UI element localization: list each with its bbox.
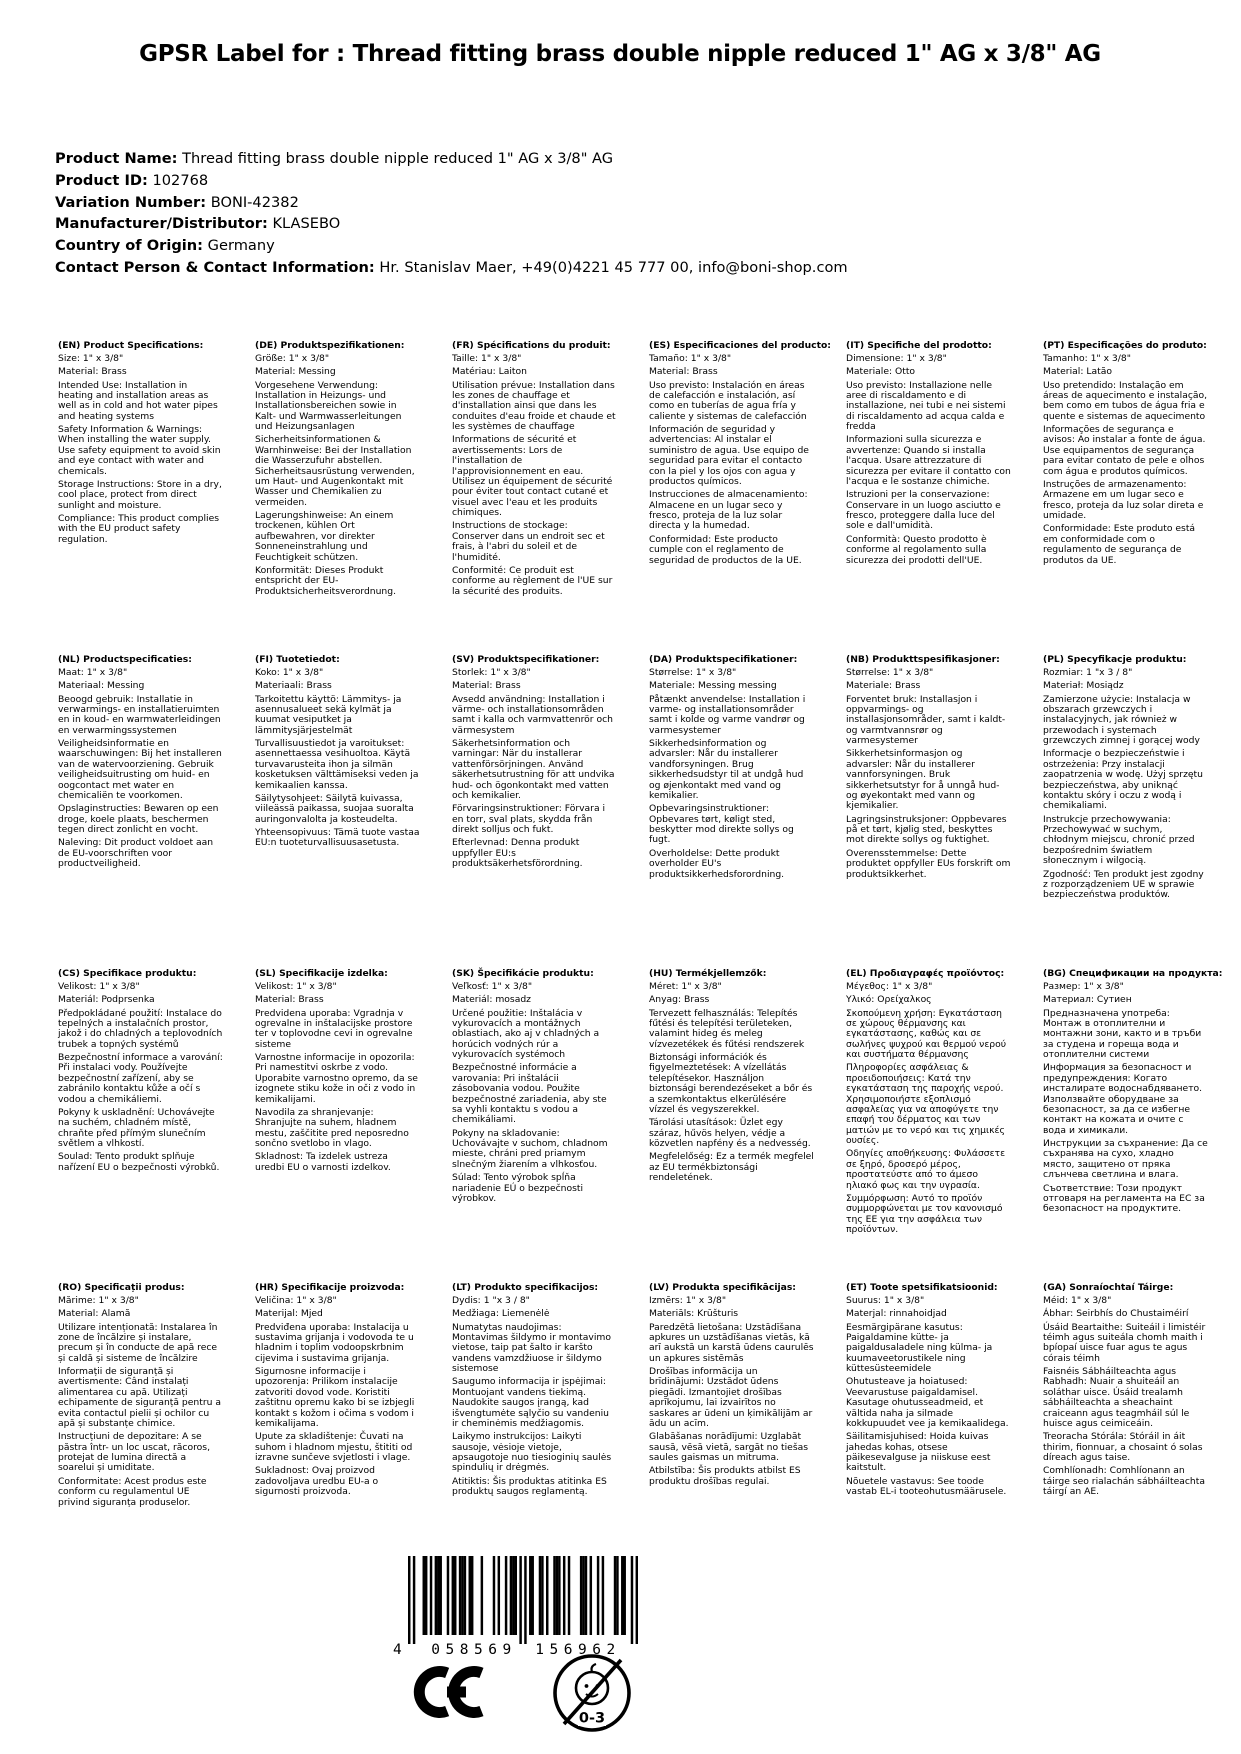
spec-line: Съответствие: Този продукт отговаря на регламента на ЕС за безопасност на продуктите.: [1043, 1182, 1205, 1215]
spec-line: Материал: Сутиен: [1043, 994, 1132, 1006]
spec-line: Velikost: 1" x 3/8": [58, 981, 140, 993]
spec-line: Instructions de stockage: Conserver dans un endroit sec et frais, à l'abri du soleil et de l'humidité.: [452, 520, 605, 563]
spec-line: Navodila za shranjevanje: Shranjujte na suhem, hladnem mestu, zaščitite pred neposredno sončno svetlobo in vlago.: [255, 1106, 409, 1150]
spec-line: Instrucciones de almacenamiento: Almacene en un lugar seco y fresco, proteja de la luz solar directa y la humedad.: [649, 489, 808, 532]
spec-line: Instruções de armazenamento: Armazene em um lugar seco e fresco, proteja da luz solar direta e umidade.: [1043, 478, 1204, 522]
spec-line: Conformidad: Este producto cumple con el reglamento de seguridad de productos de la UE.: [649, 533, 802, 566]
language-spec-block: [846, 655, 1011, 969]
spec-line: Rozmiar: 1 "x 3 / 8": [1043, 667, 1133, 679]
spec-line: Информация за безопасност и предупреждения: Когато инсталирате водоснабдяването. Използвайте оборудване за безопасност, за да се избегне контакт на кожата и очите с вода и химикали.: [1043, 1062, 1203, 1136]
spec-line: Säilitamisjuhised: Hoida kuivas jahedas kohas, otsese päikesevalguse ja niiskuse eest kaitstult.: [846, 1431, 991, 1474]
spec-line: Comhlíonadh: Comhlíonann an táirge seo rialachán sábháilteachta táirgí an AE.: [1043, 1465, 1205, 1498]
language-spec-block: [255, 1283, 420, 1597]
barcode-digit-lead: 4: [393, 1642, 402, 1658]
spec-line: Velikost: 1" x 3/8": [255, 981, 337, 993]
product-info-row: [55, 170, 848, 192]
spec-line: Medžiaga: Liemenėlė: [452, 1308, 550, 1320]
spec-line: Size: 1" x 3/8": [58, 353, 124, 365]
spec-line: Saugumo informacija ir įspėjimai: Montuojant vandens tiekimą. Naudokite saugos įrangą, kad išvengtumėte sąlyčio su vandeniu ir cheminėmis medžiagomis.: [452, 1376, 609, 1430]
language-spec-block: [649, 1283, 814, 1597]
spec-line: Materiaal: Messing: [58, 680, 145, 692]
spec-line: Intended Use: Installation in heating and installation areas as well as in cold and hot water pipes and heating systems: [58, 379, 218, 422]
spec-line: Tamanho: 1" x 3/8": [1043, 353, 1131, 365]
spec-heading: (ET) Toote spetsifikatsioonid:: [846, 1282, 998, 1293]
spec-line: Säilytysohjeet: Säilytä kuivassa, viileässä paikassa, suojaa suoralta auringonvalolta ja kosteudelta.: [255, 792, 414, 825]
spec-heading: (SL) Specifikacije izdelka:: [255, 968, 388, 979]
spec-line: Förvaringsinstruktioner: Förvara i en torr, sval plats, skydda från direkt solljus och fukt.: [452, 803, 606, 836]
spec-line: Πληροφορίες ασφάλειας & προειδοποιήσεις: Κατά την εγκατάσταση της παροχής νερού. Χρησιμοποιήστε εξοπλισμό ασφαλείας για να αποφύγετε την επαφή του δέρματος και των ματιών με το νερό και τις χημικές ουσίες.: [846, 1062, 1005, 1147]
spec-line: Μέγεθος: 1" x 3/8": [846, 981, 933, 993]
spec-line: Méret: 1" x 3/8": [649, 981, 722, 993]
spec-line: Maat: 1" x 3/8": [58, 667, 128, 679]
language-spec-block: [255, 341, 420, 655]
spec-line: Informations de sécurité et avertissements: Lors de l'installation de l'approvisionnement en eau. Utilisez un équipement de sécurité pour éviter tout contact cutané et visuel avec l'eau et les produits chimiques.: [452, 434, 613, 519]
language-spec-block: [58, 341, 223, 655]
spec-line: Utilisation prévue: Installation dans les zones de chauffage et d'installation ainsi que dans les conduites d'eau froide et chaude et les systèmes de chauffage: [452, 379, 616, 433]
age-restriction-label: 0-3: [578, 1710, 606, 1727]
spec-line: Laikymo instrukcijos: Laikyti sausoje, vėsioje vietoje, apsaugotoje nuo tiesioginių saulės spindulių ir drėgmės.: [452, 1431, 612, 1474]
spec-line: Dimensione: 1" x 3/8": [846, 353, 947, 365]
spec-heading: (FI) Tuotetiedot:: [255, 654, 340, 665]
spec-line: Påtænkt anvendelse: Installation i varme- og installationsområder samt i kolde og varme vandrør og varmesystemer: [649, 693, 806, 736]
language-spec-block: [1043, 1283, 1208, 1597]
product-info-label: Contact Person & Contact Information:: [55, 258, 375, 276]
spec-line: Размер: 1" x 3/8": [1043, 981, 1124, 993]
spec-line: Skladnost: Ta izdelek ustreza uredbi EU o varnosti izdelkov.: [255, 1151, 391, 1173]
spec-line: Предназначена употреба: Монтаж в отоплителни и монтажни зони, както и в тръби за студена и гореща вода и отоплителни системи: [1043, 1007, 1202, 1061]
spec-line: Mărime: 1" x 3/8": [58, 1295, 139, 1307]
spec-heading: (PL) Specyfikacje produktu:: [1043, 654, 1187, 665]
spec-line: Předpokládané použití: Instalace do tepelných a instalačních prostor, jakož i do chladných a teplovodních trubek a topných systémů: [58, 1007, 223, 1050]
product-info-label: Variation Number:: [55, 193, 207, 211]
spec-line: Materiał: Mosiądz: [1043, 680, 1124, 692]
product-info-value: KLASEBO: [272, 215, 341, 233]
spec-line: Dydis: 1 "x 3 / 8": [452, 1295, 530, 1307]
spec-line: Größe: 1" x 3/8": [255, 353, 330, 365]
spec-line: Varnostne informacije in opozorila: Pri namestitvi oskrbe z vodo. Uporabite varnostno opremo, da se izognete stiku kože in oči z vodo in kemikalijami.: [255, 1052, 418, 1105]
product-info-label: Product Name:: [55, 150, 178, 167]
spec-line: Uso pretendido: Instalação em áreas de aquecimento e instalação, bem como em tubos de água fria e quente e sistemas de aquecimento: [1043, 379, 1208, 422]
spec-heading: (NB) Produkttspesifikasjoner:: [846, 654, 1000, 665]
spec-line: Instrukcje przechowywania: Przechowywać w suchym, chłodnym miejscu, chronić przed bezpośrednim światłem słonecznym i wilgocią.: [1043, 813, 1195, 867]
language-spec-block: [649, 655, 814, 969]
spec-line: Informações de segurança e avisos: Ao instalar a fonte de água. Use equipamentos de segurança para evitar contato de pele e olhos com água e produtos químicos.: [1043, 424, 1206, 477]
spec-line: Lagringsinstruksjoner: Oppbevares på et tørt, kjølig sted, beskyttes mot direkte sollys og fuktighet.: [846, 813, 1007, 846]
spec-line: Drošības informācija un brīdinājumi: Uzstādot ūdens piegādi. Izmantojiet drošības aprīkojumu, lai izvairītos no saskares ar ūdeni un ķimikālijām ar ādu un acīm.: [649, 1366, 813, 1430]
product-info-label: Product ID:: [55, 171, 148, 189]
language-spec-block: [1043, 968, 1223, 1283]
spec-line: Material: Brass: [58, 366, 127, 378]
page-title: GPSR Label for : Thread fitting brass double nipple reduced 1" AG x 3/8" AG: [139, 41, 1101, 67]
product-info-row: [55, 192, 848, 214]
spec-heading: (NL) Productspecificaties:: [58, 654, 192, 665]
spec-line: Tarkoitettu käyttö: Lämmitys- ja asennusalueet sekä kylmät ja kuumat vesiputket ja lämmitysjärjestelmät: [255, 693, 402, 736]
spec-line: Material: Brass: [452, 680, 521, 692]
spec-heading: (FR) Spécifications du produit:: [452, 340, 611, 351]
barcode-bars-icon: [408, 1556, 638, 1644]
spec-line: Sikkerhedsinformation og advarsler: Når du installerer vandforsyningen. Brug sikkerhedsudstyr til at undgå hud og øjenkontakt med vand og kemikalier.: [649, 738, 804, 802]
spec-line: Conformità: Questo prodotto è conforme al regolamento sulla sicurezza dei prodotti dell'UE.: [846, 533, 987, 566]
language-spec-block: [649, 969, 814, 1283]
spec-line: Conformitate: Acest produs este conform cu regulamentul UE privind siguranța produselor.: [58, 1475, 207, 1508]
spec-line: Størrelse: 1" x 3/8": [649, 667, 737, 679]
spec-line: Nõuetele vastavus: See toode vastab EL-i tooteohutusmäärusele.: [846, 1475, 1007, 1498]
spec-heading: (SV) Produktspecifikationer:: [452, 654, 600, 665]
spec-line: Sikkerhetsinformasjon og advarsler: Når du installerer vannforsyningen. Bruk sikkerhetsutstyr for å unngå hud- og øyekontakt med vann og kjemikalier.: [846, 748, 1000, 812]
spec-heading: (LT) Produkto specifikacijos:: [452, 1282, 599, 1293]
language-spec-block: [58, 969, 223, 1283]
language-spec-block: [452, 969, 617, 1283]
spec-line: Sukladnost: Ovaj proizvod zadovoljava uredbu EU-a o sigurnosti proizvoda.: [255, 1465, 379, 1498]
spec-line: Συμμόρφωση: Αυτό το προϊόν συμμορφώνεται με τον κανονισμό της ΕΕ για την ασφάλεια των προϊόντων.: [846, 1192, 1003, 1236]
spec-line: Materiale: Brass: [846, 680, 921, 692]
language-specs-grid: [58, 340, 1223, 1597]
spec-line: Upute za skladištenje: Čuvati na suhom i hladnom mjestu, štititi od izravne sunčeve svjetlosti i vlage.: [255, 1431, 413, 1464]
spec-line: Istruzioni per la conservazione: Conservare in un luogo asciutto e fresco, proteggere dalla luce del sole e dall'umidità.: [846, 489, 1001, 532]
spec-line: Οδηγίες αποθήκευσης: Φυλάσσετε σε ξηρό, δροσερό μέρος, προστατεύστε από το άμεσο ηλιακό φως και την υγρασία.: [846, 1148, 1006, 1191]
spec-line: Informazioni sulla sicurezza e avvertenze: Quando si installa l'acqua. Usare attrezzature di sicurezza per evitare il contatto con l'acqua e le sostanze chimiche.: [846, 434, 1011, 488]
spec-heading: (RO) Specificații produs:: [58, 1282, 185, 1293]
spec-line: Numatytas naudojimas: Montavimas šildymo ir montavimo vietose, taip pat šalto ir karšto vandens vamzdžiuose ir šildymo sistemose: [452, 1321, 611, 1375]
language-spec-block: [1043, 341, 1208, 655]
spec-line: Ábhar: Seirbhís do Chustaiméirí: [1043, 1308, 1189, 1320]
spec-line: Megfelelőség: Ez a termék megfelel az EU termékbiztonsági rendeletének.: [649, 1151, 814, 1184]
spec-line: Υλικό: Ορείχαλκος: [846, 994, 932, 1006]
spec-line: Turvallisuustiedot ja varoitukset: asennettaessa vesihuoltoa. Käytä turvavarusteita ihon ja silmän kosketuksen välttämiseksi veden ja kemikaalien kanssa.: [255, 738, 419, 791]
spec-line: Zgodność: Ten produkt jest zgodny z rozporządzeniem UE w sprawie bezpieczeństwa produktów.: [1043, 868, 1204, 901]
spec-line: Soulad: Tento produkt splňuje nařízení EU o bezpečnosti výrobků.: [58, 1151, 220, 1173]
language-spec-block: [255, 655, 420, 969]
spec-line: Bezpečnostní informace a varování: Při instalaci vody. Používejte bezpečnostní zařízení, aby se zabránilo kontaktu kůže a očí s vodou a chemikáliemi.: [58, 1052, 223, 1105]
language-spec-block: [1043, 655, 1208, 969]
spec-line: Material: Messing: [255, 366, 336, 378]
spec-heading: (DA) Produktspecifikationer:: [649, 654, 798, 665]
spec-line: Tárolási utasítások: Üzlet egy száraz, hűvös helyen, védje a közvetlen napfény és a nedvesség.: [649, 1117, 811, 1150]
spec-line: Materiál: Podprsenka: [58, 994, 155, 1006]
spec-line: Méid: 1" x 3/8": [1043, 1295, 1112, 1307]
language-spec-block: [452, 655, 617, 969]
ean-barcode: [393, 1556, 638, 1658]
spec-line: Avsedd användning: Installation i värme- och installationsområden samt i kalla och varmvattenrör och värmesystem: [452, 693, 613, 736]
spec-line: Overholdelse: Dette produkt overholder EU's produktsikkerhedsforordning.: [649, 847, 785, 880]
spec-line: Ohutusteave ja hoiatused: Veevarustuse paigaldamisel. Kasutage ohutusseadmeid, et vältida naha ja silmade kokkupuudet vee ja kemikaalidega.: [846, 1376, 1009, 1430]
language-spec-block: [452, 341, 617, 655]
spec-heading: (IT) Specifiche del prodotto:: [846, 340, 992, 351]
product-info-row: [55, 257, 848, 279]
spec-line: Tervezett felhasználás: Telepítés fűtési és telepítési területeken, valamint hideg és meleg vízvezetékek és fűtési rendszerek: [649, 1007, 805, 1050]
language-spec-block: [58, 1283, 223, 1597]
spec-line: Størrelse: 1" x 3/8": [846, 667, 934, 679]
spec-line: Biztonsági információk és figyelmeztetések: A vízellátás telepítésekor. Használjon biztonsági berendezéseket a bőr és a szemkontaktus elkerülésére vízzel és vegyszerekkel.: [649, 1052, 813, 1116]
product-info-label: Country of Origin:: [55, 237, 204, 255]
spec-heading: (EN) Product Specifications:: [58, 340, 204, 351]
spec-line: Utilizare intenționată: Instalarea în zone de încălzire și instalare, precum și în conducte de apă rece și caldă și sisteme de încălzire: [58, 1321, 218, 1364]
spec-line: Koko: 1" x 3/8": [255, 667, 324, 679]
spec-line: Forventet bruk: Installasjon i oppvarmings- og installasjonsområder, samt i kaldt- og varmtvannsrør og varmesystemer: [846, 693, 1006, 747]
spec-line: Materiale: Otto: [846, 366, 916, 378]
spec-line: Zamierzone użycie: Instalacja w obszarach grzewczych i instalacyjnych, jak również w przewodach i systemach grzewczych zimnej i gorącej wody: [1043, 693, 1200, 747]
spec-line: Overensstemmelse: Dette produktet oppfyller EUs forskrift om produktsikkerhet.: [846, 847, 1011, 880]
spec-line: Úsáid Beartaithe: Suiteáil i limistéir téimh agus suiteála chomh maith i bpíopaí uisce fuar agus te agus córais téimh: [1043, 1321, 1206, 1364]
spec-line: Taille: 1" x 3/8": [452, 353, 522, 365]
spec-line: Uso previsto: Installazione nelle aree di riscaldamento e di installazione, nei tubi e nei sistemi di riscaldamento ad acqua calda e fredda: [846, 379, 1006, 433]
spec-line: Atbilstība: Šis produkts atbilst ES produktu drošības regulai.: [649, 1465, 801, 1487]
spec-heading: (LV) Produkta specifikācijas:: [649, 1282, 796, 1293]
spec-line: Faisnéis Sábháilteachta agus Rabhadh: Nuair a shuiteáil an soláthar uisce. Úsáid trealamh sábháilteachta a sheachaint craiceann agus teagmháil súl le huisce agus ceimiceáin.: [1043, 1366, 1190, 1430]
spec-line: Izmērs: 1" x 3/8": [649, 1295, 727, 1307]
spec-line: Informații de siguranță și avertismente: Când instalați alimentarea cu apă. Utilizați echipamente de siguranță pentru a evita contactul pielii și ochilor cu apă și substanțe chimice.: [58, 1366, 221, 1430]
barcode-digits-right: 156962: [535, 1642, 621, 1658]
spec-line: Sigurnosne informacije i upozorenja: Prilikom instalacije zatvoriti dovod vode. Koristiti zaštitnu opremu kako bi se izbjegli kontakt s kožom i očima s vodom i kemikalijama.: [255, 1366, 415, 1430]
spec-line: Storage Instructions: Store in a dry, cool place, protect from direct sunlight and moisture.: [58, 478, 222, 511]
spec-heading: (DE) Produktspezifikationen:: [255, 340, 405, 351]
barcode-digits-left: 058569: [431, 1642, 517, 1658]
age-restriction-icon: [550, 1648, 634, 1746]
spec-line: Suurus: 1" x 3/8": [846, 1295, 925, 1307]
spec-heading: (GA) Sonraíochtaí Táirge:: [1043, 1282, 1174, 1293]
spec-line: Naleving: Dit product voldoet aan de EU-voorschriften voor productveiligheid.: [58, 837, 214, 870]
ce-mark-icon: [409, 1663, 485, 1725]
spec-line: Material: Brass: [255, 994, 324, 1006]
spec-line: Pokyny na skladovanie: Uchovávajte v suchom, chladnom mieste, chráni pred priamym slnečným žiarením a vlhkosťou.: [452, 1127, 608, 1170]
spec-line: Instrucțiuni de depozitare: A se păstra într- un loc uscat, răcoros, protejat de lumina directă a soarelui și umiditate.: [58, 1431, 211, 1474]
language-spec-block: [846, 341, 1011, 655]
spec-line: Bezpečnostné informácie a varovania: Pri inštalácii zásobovania vodou. Použite bezpečnostné zariadenia, aby ste sa vyhli kontaktu s vodou a chemikáliami.: [452, 1062, 607, 1126]
language-spec-block: [255, 969, 420, 1283]
spec-line: Säkerhetsinformation och varningar: När du installerar vattenförsörjningen. Använd säkerhetsutrustning för att undvika hud- och ögonkontakt med vatten och kemikalier.: [452, 738, 615, 802]
product-info-value: Germany: [207, 237, 275, 255]
product-info-label: Manufacturer/Distributor:: [55, 215, 268, 233]
spec-line: Materiaali: Brass: [255, 680, 332, 692]
spec-heading: (HU) Termékjellemzők:: [649, 968, 767, 979]
spec-heading: (EL) Προδιαγραφές προϊόντος:: [846, 968, 1005, 979]
spec-line: Yhteensopivuus: Tämä tuote vastaa EU:n tuoteturvallisuusasetusta.: [255, 826, 420, 849]
language-spec-block: [846, 969, 1011, 1283]
spec-line: Veiligheidsinformatie en waarschuwingen: Bij het installeren van de watervoorziening. Gebruik veiligheidsuitrusting om huid- en oogcontact met water en chemicaliën te voorkomen.: [58, 738, 222, 802]
spec-line: Инструкции за съхранение: Да се съхранява на сухо, хладно място, защитено от пряка слънчева светлина и влага.: [1043, 1138, 1208, 1181]
spec-heading: (PT) Especificações do produto:: [1043, 340, 1207, 351]
spec-heading: (CS) Specifikace produktu:: [58, 968, 197, 979]
spec-line: Glabāšanas norādījumi: Uzglabāt sausā, vēsā vietā, sargāt no tiešas saules gaismas un mitruma.: [649, 1431, 809, 1464]
language-spec-block: [58, 655, 223, 969]
spec-line: Atitiktis: Šis produktas atitinka ES produktų saugos reglamentą.: [452, 1475, 607, 1498]
spec-line: Opslaginstructies: Bewaren op een droge, koele plaats, beschermen tegen direct zonlicht en vocht.: [58, 803, 219, 836]
spec-heading: (BG) Спецификации на продукта:: [1043, 968, 1223, 979]
spec-line: Určené použitie: Inštalácia v vykurovacích a montážnych oblastiach, ako aj v chladných a horúcich vodných rúr a vykurovacích systémoch: [452, 1007, 600, 1061]
spec-line: Conformité: Ce produit est conforme au règlement de l'UE sur la sécurité des produits.: [452, 564, 613, 597]
language-spec-block: [452, 1283, 617, 1597]
spec-line: Anyag: Brass: [649, 994, 710, 1006]
spec-line: Opbevaringsinstruktioner: Opbevares tørt, køligt sted, beskytter mod direkte sollys og fugt.: [649, 803, 794, 846]
spec-line: Paredzētā lietošana: Uzstādīšana apkures un uzstādīšanas vietās, kā arī aukstā un karstā ūdens caurulēs un apkures sistēmās: [649, 1321, 814, 1364]
product-info-value: Hr. Stanislav Maer, +49(0)4221 45 777 00, info@boni-shop.com: [379, 258, 848, 276]
spec-line: Veľkosť: 1" x 3/8": [452, 981, 533, 993]
spec-line: Storlek: 1" x 3/8": [452, 667, 531, 679]
spec-line: Beoogd gebruik: Installatie in verwarmings- en installatieruimten en in koud- en warmwaterleidingen en verwarmingssystemen: [58, 693, 221, 736]
spec-line: Eesmärgipärane kasutus: Paigaldamine kütte- ja paigaldusaladele ning külma- ja kuumaveetorustikele ning küttesüsteemidele: [846, 1321, 993, 1375]
spec-line: Uso previsto: Instalación en áreas de calefacción e instalación, así como en tuberías de agua fría y caliente y sistemas de calefacción: [649, 379, 807, 422]
spec-line: Matériau: Laiton: [452, 366, 527, 378]
spec-line: Vorgesehene Verwendung: Installation in Heizungs- und Installationsbereichen sowie in Kalt- und Warmwasserleitungen und Heizungsanlagen: [255, 379, 402, 433]
spec-line: Materijal: Mjed: [255, 1308, 323, 1320]
spec-line: Material: Brass: [649, 366, 718, 378]
spec-line: Material: Alamă: [58, 1308, 131, 1320]
spec-line: Veličina: 1" x 3/8": [255, 1295, 337, 1307]
product-info-value: Thread fitting brass double nipple reduced 1" AG x 3/8" AG: [182, 150, 614, 167]
spec-line: Konformität: Dieses Produkt entspricht der EU-Produktsicherheitsverordnung.: [255, 564, 397, 597]
spec-heading: (ES) Especificaciones del producto:: [649, 340, 831, 351]
spec-line: Sicherheitsinformationen & Warnhinweise: Bei der Installation die Wasserzufuhr abstellen. Sicherheitsausrüstung verwenden, um Haut- und Augenkontakt mit Wasser und Chemikalien zu vermeiden.: [255, 434, 415, 508]
spec-line: Predviđena uporaba: Instalacija u sustavima grijanja i vodovoda te u hladnim i toplim vodoopskrbnim cijevima i sustavima grijanja.: [255, 1321, 414, 1364]
spec-line: Materiāls: Krūšturis: [649, 1308, 739, 1320]
product-info-block: [55, 148, 848, 279]
spec-line: Safety Information & Warnings: When installing the water supply. Use safety equipment to avoid skin and eye contact with water and chemicals.: [58, 424, 221, 477]
spec-line: Treoracha Stórála: Stóráil in áit thirim, fionnuar, a chosaint ó solas díreach agus taise.: [1043, 1431, 1203, 1464]
spec-line: Predvidena uporaba: Vgradnja v ogrevalne in inštalacijske prostore ter v toplovodne cevi in ogrevalne sisteme: [255, 1007, 413, 1050]
spec-heading: (HR) Specifikacije proizvoda:: [255, 1282, 405, 1293]
spec-line: Materiál: mosadz: [452, 994, 531, 1006]
spec-line: Súlad: Tento výrobok spĺňa nariadenie EÚ o bezpečnosti výrobkov.: [452, 1172, 584, 1204]
language-spec-block: [649, 340, 831, 655]
product-info-row: [55, 213, 848, 235]
spec-line: Efterlevnad: Denna produkt uppfyller EU:s produktsäkerhetsförordning.: [452, 837, 583, 870]
language-spec-block: [846, 1283, 1011, 1597]
product-info-value: BONI-42382: [210, 193, 299, 211]
spec-line: Pokyny k uskladnění: Uchovávejte na suchém, chladném místě, chraňte před přímým slunečním světlem a vlhkostí.: [58, 1106, 215, 1150]
spec-heading: (SK) Špecifikácie produktu:: [452, 968, 594, 979]
spec-line: Materjal: rinnahoidjad: [846, 1308, 947, 1320]
spec-line: Tamaño: 1" x 3/8": [649, 353, 732, 365]
spec-line: Conformidade: Este produto está em conformidade com o regulamento de segurança de produtos da UE.: [1043, 523, 1196, 566]
product-info-row: [55, 148, 848, 170]
product-info-value: 102768: [152, 171, 209, 189]
spec-line: Lagerungshinweise: An einem trockenen, kühlen Ort aufbewahren, vor direkter Sonneneinstrahlung und Feuchtigkeit schützen.: [255, 510, 394, 563]
spec-line: Material: Latão: [1043, 366, 1112, 378]
spec-line: Informacje o bezpieczeństwie i ostrzeżenia: Przy instalacji zaopatrzenia w wodę. Użyj sprzętu bezpieczeństwa, aby uniknąć kontaktu skóry i oczu z wodą i chemikaliami.: [1043, 748, 1203, 812]
product-info-row: [55, 235, 848, 257]
spec-line: Materiale: Messing messing: [649, 680, 777, 692]
spec-line: Información de seguridad y advertencias: Al instalar el suministro de agua. Use equipo de seguridad para evitar el contacto con la piel y los ojos con agua y productos químicos.: [649, 424, 809, 488]
spec-line: Compliance: This product complies with the EU product safety regulation.: [58, 512, 220, 545]
spec-line: Σκοπούμενη χρήση: Εγκατάσταση σε χώρους θέρμανσης και εγκατάστασης, καθώς και σε σωλήνες ψυχρού και θερμού νερού και συστήματα θέρμανσης: [846, 1007, 1007, 1061]
